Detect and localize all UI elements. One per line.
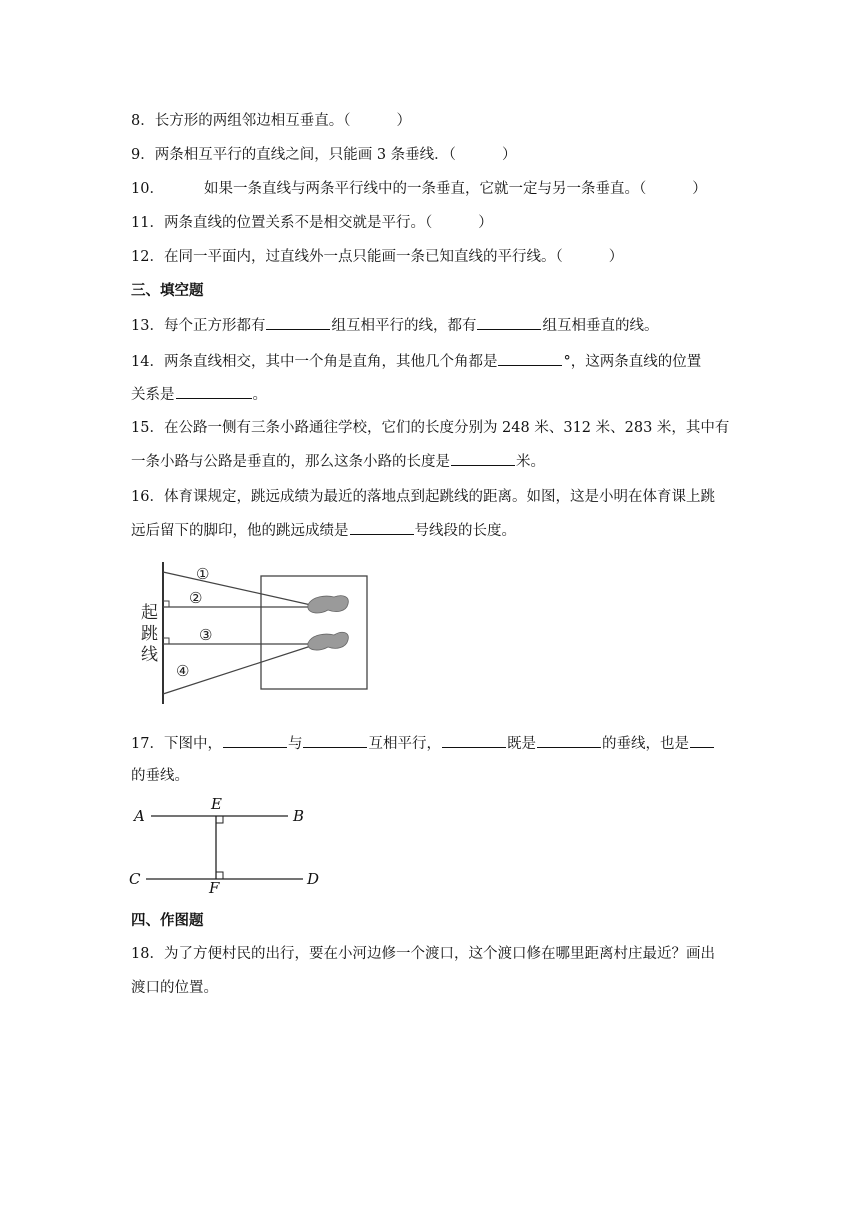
question-16-line-2 — [131, 520, 516, 541]
question-text: 号线段的长度。 — [414, 523, 516, 539]
point-d-label: D — [307, 870, 320, 888]
question-text: 与 — [287, 736, 303, 752]
footprint-lower — [308, 632, 349, 650]
long-jump-figure — [130, 558, 380, 710]
question-text: 渡口的位置。 — [131, 980, 218, 996]
point-c-label: C — [129, 870, 141, 888]
close-paren: ） — [396, 113, 411, 129]
question-text: 16．体育课规定，跳远成绩为最近的落地点到起跳线的距离。如图，这是小明在体育课上跳 — [131, 489, 715, 505]
answer-blank[interactable] — [176, 384, 252, 399]
segment-label-4: ④ — [176, 662, 190, 680]
question-15-line-1 — [131, 418, 729, 438]
question-14-line-1 — [131, 351, 701, 372]
segment-label-3: ③ — [199, 626, 213, 644]
close-paren: ） — [692, 181, 707, 197]
question-number: 11． — [131, 215, 164, 231]
question-8 — [131, 111, 411, 131]
answer-blank[interactable] — [442, 733, 506, 748]
section-title-drawing: 四、作图题 — [131, 913, 204, 929]
question-number: 12． — [131, 249, 164, 265]
question-text: 既是 — [506, 736, 536, 752]
start-line-label: 起 — [141, 603, 158, 623]
answer-blank[interactable] — [690, 733, 714, 748]
answer-blank[interactable] — [350, 520, 414, 535]
right-angle-mark — [216, 816, 223, 823]
question-17-line-2 — [131, 766, 189, 786]
point-a-label: A — [134, 807, 145, 825]
point-f-label: F — [209, 879, 220, 894]
question-13 — [131, 315, 658, 336]
question-text: 18．为了方便村民的出行，要在小河边修一个渡口，这个渡口修在哪里距离村庄最近？画出 — [131, 946, 715, 962]
point-e-label: E — [211, 795, 222, 813]
close-paren: ） — [501, 147, 517, 163]
question-text: 15．在公路一侧有三条小路通往学校，它们的长度分别为 248 米、312 米、283 米，其中有 — [131, 420, 730, 436]
question-text: 在同一平面内，过直线外一点只能画一条已知直线的平行线。（ — [163, 249, 563, 265]
close-paren: ） — [478, 215, 493, 231]
answer-blank[interactable] — [266, 315, 330, 330]
question-text: 一条小路与公路是垂直的，那么这条小路的长度是 — [131, 454, 450, 470]
question-text: 互相平行， — [368, 736, 441, 752]
close-paren: ） — [608, 249, 624, 265]
question-number: 8． — [131, 113, 155, 129]
answer-blank[interactable] — [477, 315, 541, 330]
question-text: 13．每个正方形都有 — [131, 318, 266, 334]
question-text: 远后留下的脚印，他的跳远成绩是 — [131, 523, 349, 539]
question-text: 14．两条直线相交，其中一个角是直角，其他几个角都是 — [131, 354, 498, 370]
question-12 — [131, 247, 623, 267]
question-18-line-2 — [131, 978, 218, 998]
question-text: 长方形的两组邻边相互垂直。（ — [154, 113, 351, 129]
question-text: 组互相垂直的线。 — [542, 318, 659, 334]
question-9 — [131, 145, 516, 165]
question-11 — [131, 213, 493, 233]
question-text: 如果一条直线与两条平行线中的一条垂直，它就一定与另一条垂直。（ — [203, 181, 647, 197]
question-17-line-1 — [131, 733, 715, 754]
question-number: 9． — [131, 147, 155, 163]
footprint-upper — [308, 596, 349, 613]
question-14-line-2 — [131, 384, 267, 405]
answer-blank[interactable] — [303, 733, 367, 748]
answer-blank[interactable] — [223, 733, 287, 748]
question-text: 关系是 — [131, 387, 175, 403]
section-title-fill-in: 三、填空题 — [131, 283, 204, 299]
question-text: 两条相互平行的直线之间，只能画 3 条垂线．（ — [154, 147, 456, 163]
question-text: 。 — [252, 387, 267, 403]
question-text: 17．下图中， — [131, 736, 222, 752]
question-text: 米。 — [516, 454, 545, 470]
segment-1 — [163, 572, 311, 605]
segment-label-1: ① — [196, 565, 210, 583]
question-text: 两条直线的位置关系不是相交就是平行。（ — [163, 215, 433, 231]
segment-label-2: ② — [189, 589, 203, 607]
question-18-line-1 — [131, 944, 715, 964]
question-15-line-2 — [131, 451, 545, 472]
question-text: °，这两条直线的位置 — [563, 354, 702, 370]
question-text: 的垂线，也是 — [601, 736, 689, 752]
question-16-line-1 — [131, 487, 715, 507]
start-line-label: 线 — [141, 645, 158, 665]
answer-blank[interactable] — [498, 351, 562, 366]
answer-blank[interactable] — [537, 733, 601, 748]
question-text: 的垂线。 — [131, 768, 189, 784]
question-number: 10． — [131, 181, 164, 197]
sand-pit — [261, 576, 367, 689]
point-b-label: B — [293, 807, 305, 825]
question-10 — [131, 179, 707, 199]
start-line-label: 跳 — [141, 624, 158, 644]
question-text: 组互相平行的线，都有 — [331, 318, 477, 334]
answer-blank[interactable] — [451, 451, 515, 466]
right-angle-mark — [216, 872, 223, 879]
parallel-lines-figure — [126, 794, 326, 894]
